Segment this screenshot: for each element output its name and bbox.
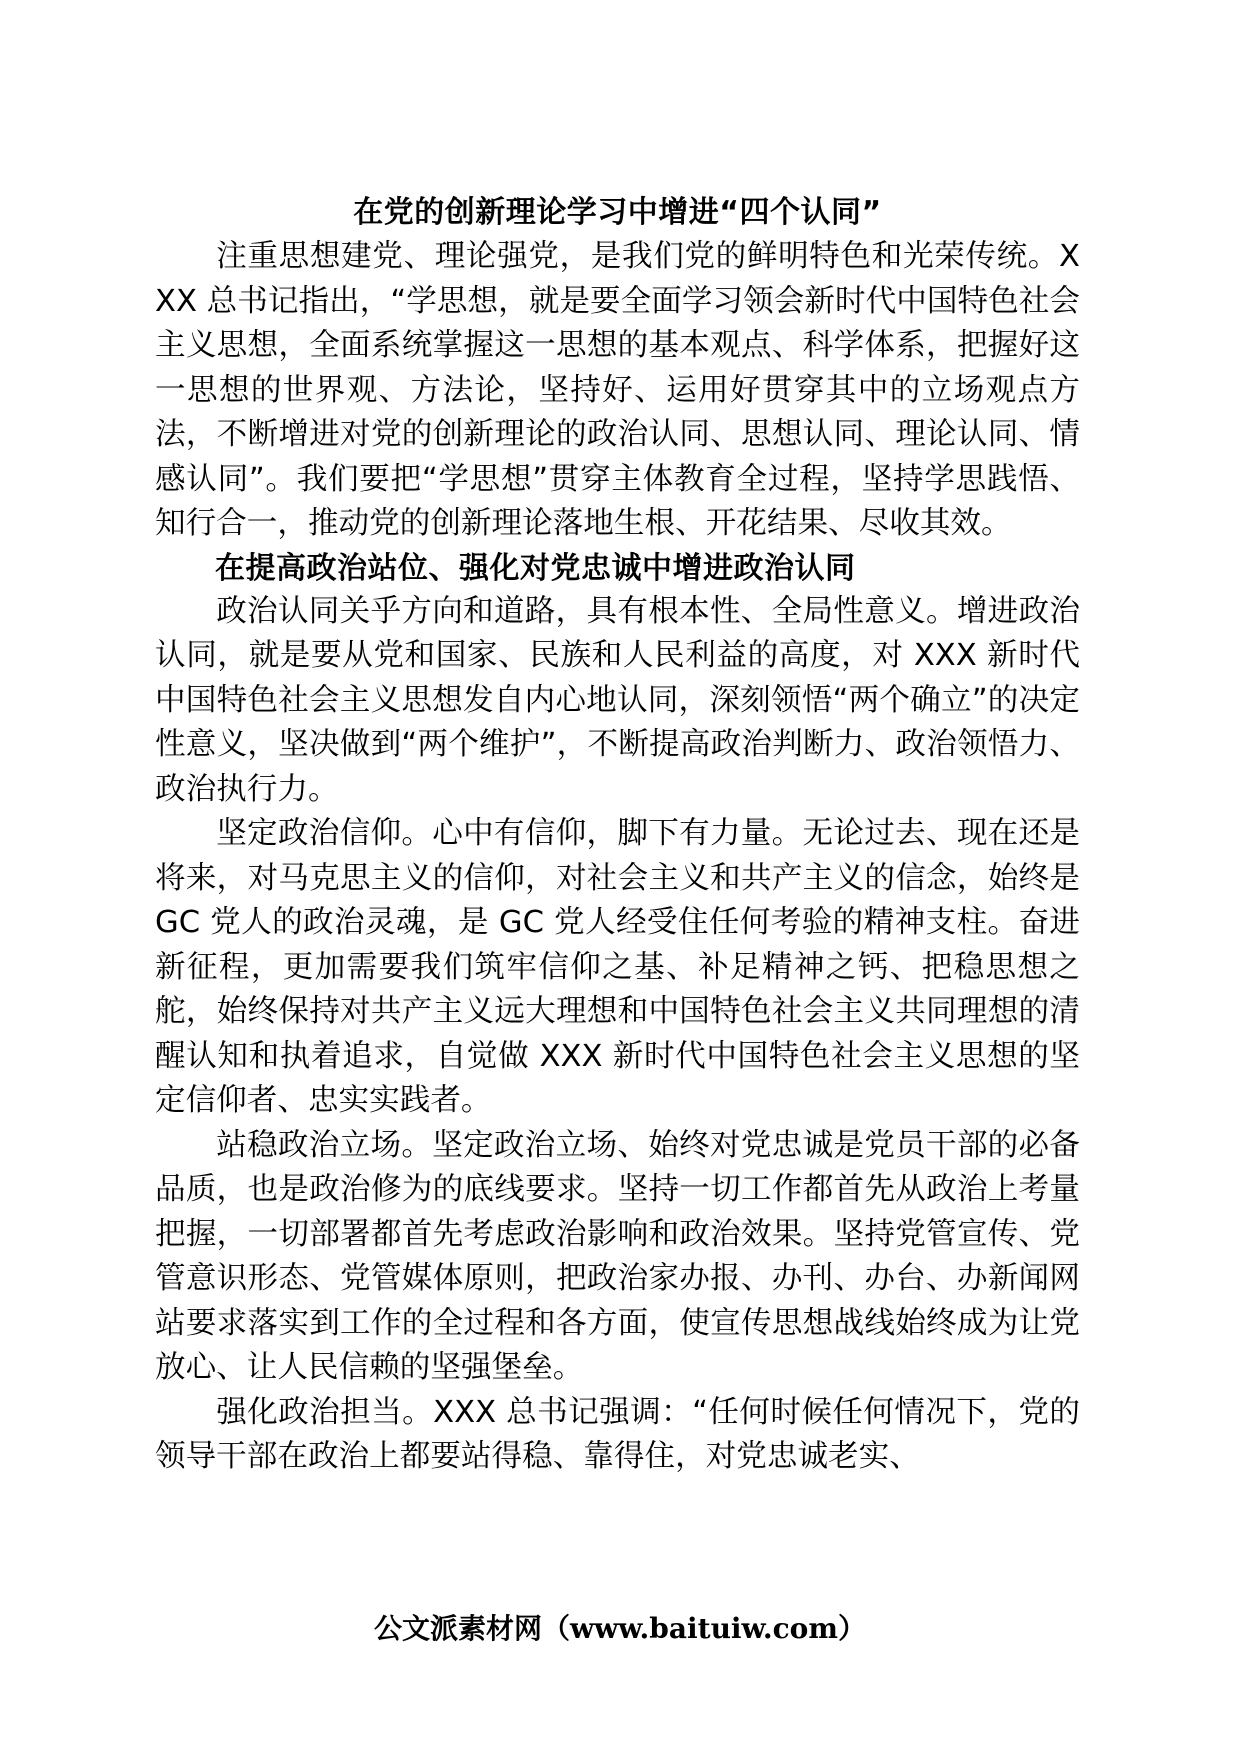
- section-heading: 在提高政治站位、强化对党忠诚中增进政治认同: [215, 550, 856, 586]
- document-title: 在党的创新理论学习中增进“四个认同”: [353, 195, 882, 230]
- paragraph-political-responsibility: 强化政治担当。XXX 总书记强调：“任何时候任何情况下，党的领导干部在政治上都要站得稳、靠得住，对党忠诚老实、: [155, 1394, 1080, 1474]
- paragraph-political-stance: 站稳政治立场。坚定政治立场、始终对党忠诚是党员干部的必备品质，也是政治修为的底线要求。坚持一切工作都首先从政治上考量把握，一切部署都首先考虑政治影响和政治效果。坚持党管宣传、党管意识形态、党管媒体原则，把政治家办报、办刊、办台、办新闻网站要求落实到工作的全过程和各方面，使宣传思想战线始终成为让党放心、让人民信赖的坚强堡垒。: [155, 1127, 1080, 1385]
- paragraph-political-identity: 政治认同关乎方向和道路，具有根本性、全局性意义。增进政治认同，就是要从党和国家、民族和人民利益的高度，对 XXX 新时代中国特色社会主义思想发自内心地认同，深刻领悟“两个确立”的决定性意义，坚决做到“两个维护”，不断提高政治判断力、政治领悟力、政治执行力。: [155, 593, 1080, 807]
- footer-watermark: 公文派素材网（www.baituiw.com）: [374, 1612, 866, 1645]
- intro-paragraph: 注重思想建党、理论强党，是我们党的鲜明特色和光荣传统。XXX 总书记指出，“学思想，就是要全面学习领会新时代中国特色社会主义思想，全面系统掌握这一思想的基本观点、科学体系，把握好这一思想的世界观、方法论，坚持好、运用好贯穿其中的立场观点方法，不断增进对党的创新理论的政治认同、思想认同、理论认同、情感认同”。我们要把“学思想”贯穿主体教育全过程，坚持学思践悟、知行合一，推动党的创新理论落地生根、开花结果、尽收其效。: [155, 239, 1080, 541]
- document-body: [155, 195, 1080, 1480]
- paragraph-political-belief: 坚定政治信仰。心中有信仰，脚下有力量。无论过去、现在还是将来，对马克思主义的信仰，对社会主义和共产主义的信念，始终是 GC 党人的政治灵魂，是 GC 党人经受住任何考验的精神支柱。奋进新征程，更加需要我们筑牢信仰之基、补足精神之钙、把稳思想之舵，始终保持对共产主义远大理想和中国特色社会主义共同理想的清醒认知和执着追求，自觉做 XXX 新时代中国特色社会主义思想的坚定信仰者、忠实实践者。: [155, 816, 1080, 1118]
